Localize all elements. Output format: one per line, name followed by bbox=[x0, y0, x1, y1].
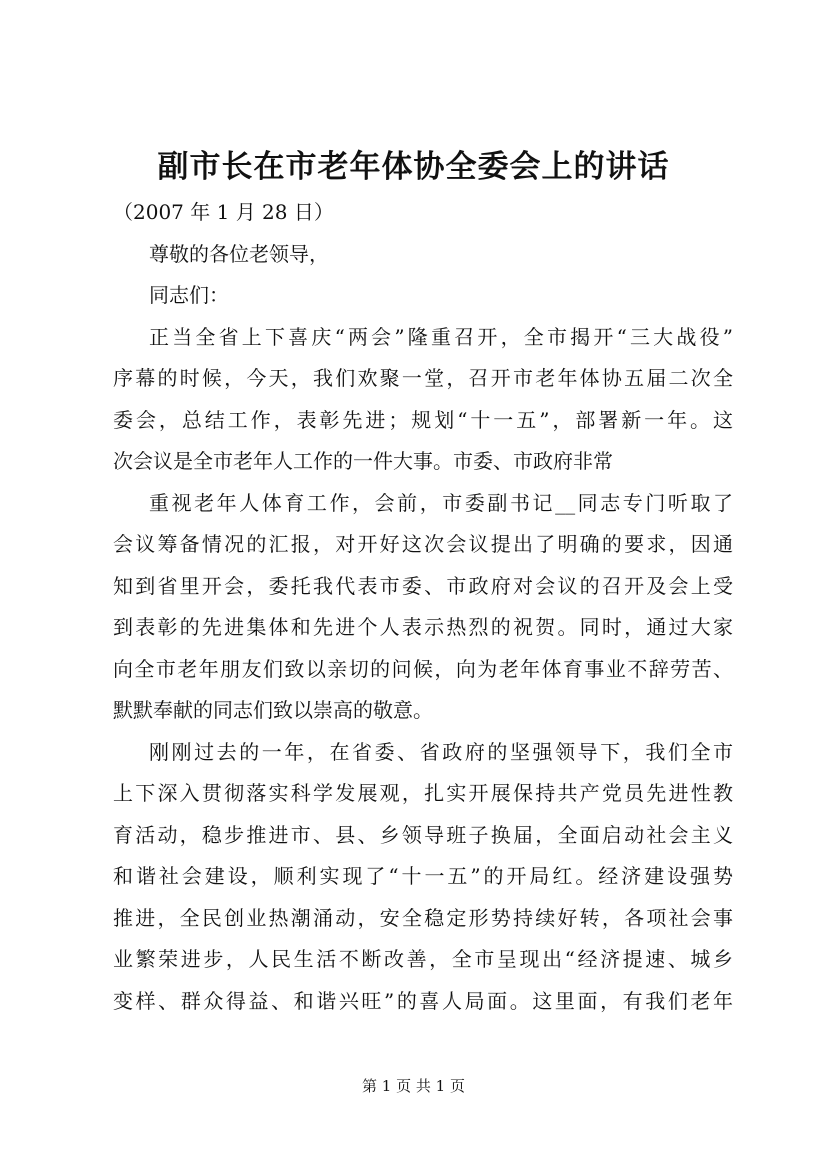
text-line: 重视老年人体育工作，会前，市委副书记__同志专门听取了 bbox=[149, 490, 733, 515]
date-line: （2007 年 1 月 28 日） bbox=[113, 200, 334, 224]
text-line: 刚刚过去的一年，在省委、省政府的坚强领导下，我们全市 bbox=[149, 739, 733, 764]
text-line: 上下深入贯彻落实科学发展观，扎实开展保持共产党员先进性教 bbox=[113, 781, 733, 805]
text-line: 向全市老年朋友们致以亲切的问候，向为老年体育事业不辞劳苦、 bbox=[113, 656, 733, 681]
text-line: 默默奉献的同志们致以崇高的敬意。 bbox=[113, 698, 433, 722]
document-title: 副市长在市老年体协全委会上的讲话 bbox=[157, 149, 670, 185]
text-line: 序幕的时候，今天，我们欢聚一堂，召开市老年体协五届二次全 bbox=[113, 366, 733, 390]
text-line: 到表彰的先进集体和先进个人表示热烈的祝贺。同时，通过大家 bbox=[113, 615, 733, 639]
paragraph-3 bbox=[113, 732, 733, 1023]
text-line: 和谐社会建设，顺利实现了“十一五”的开局红。经济建设强势 bbox=[113, 864, 733, 888]
text-line: 次会议是全市老年人工作的一件大事。市委、市政府非常 bbox=[113, 449, 613, 473]
text-line: 正当全省上下喜庆“两会”隆重召开，全市揭开“三大战役” bbox=[149, 324, 733, 349]
text-line: 知到省里开会，委托我代表市委、市政府对会议的召开及会上受 bbox=[113, 573, 733, 598]
document-body bbox=[113, 192, 733, 1022]
page-number-footer: 第 1 页 共 1 页 bbox=[362, 1077, 465, 1095]
text-line: 委会，总结工作，表彰先进；规划“十一五”，部署新一年。这 bbox=[113, 407, 733, 432]
paragraph-1 bbox=[113, 317, 733, 483]
salutation-line: 同志们： bbox=[149, 283, 229, 307]
paragraph-2 bbox=[113, 483, 733, 732]
salutation-line: 尊敬的各位老领导， bbox=[149, 241, 329, 266]
text-line: 变样、群众得益、和谐兴旺”的喜人局面。这里面，有我们老年 bbox=[113, 988, 733, 1013]
text-line: 会议筹备情况的汇报，对开好这次会议提出了明确的要求，因通 bbox=[113, 532, 733, 556]
text-line: 业繁荣进步，人民生活不断改善，全市呈现出“经济提速、城乡 bbox=[113, 947, 733, 971]
text-line: 推进，全民创业热潮涌动，安全稳定形势持续好转，各项社会事 bbox=[113, 905, 733, 930]
text-line: 育活动，稳步推进市、县、乡领导班子换届，全面启动社会主义 bbox=[113, 822, 733, 847]
